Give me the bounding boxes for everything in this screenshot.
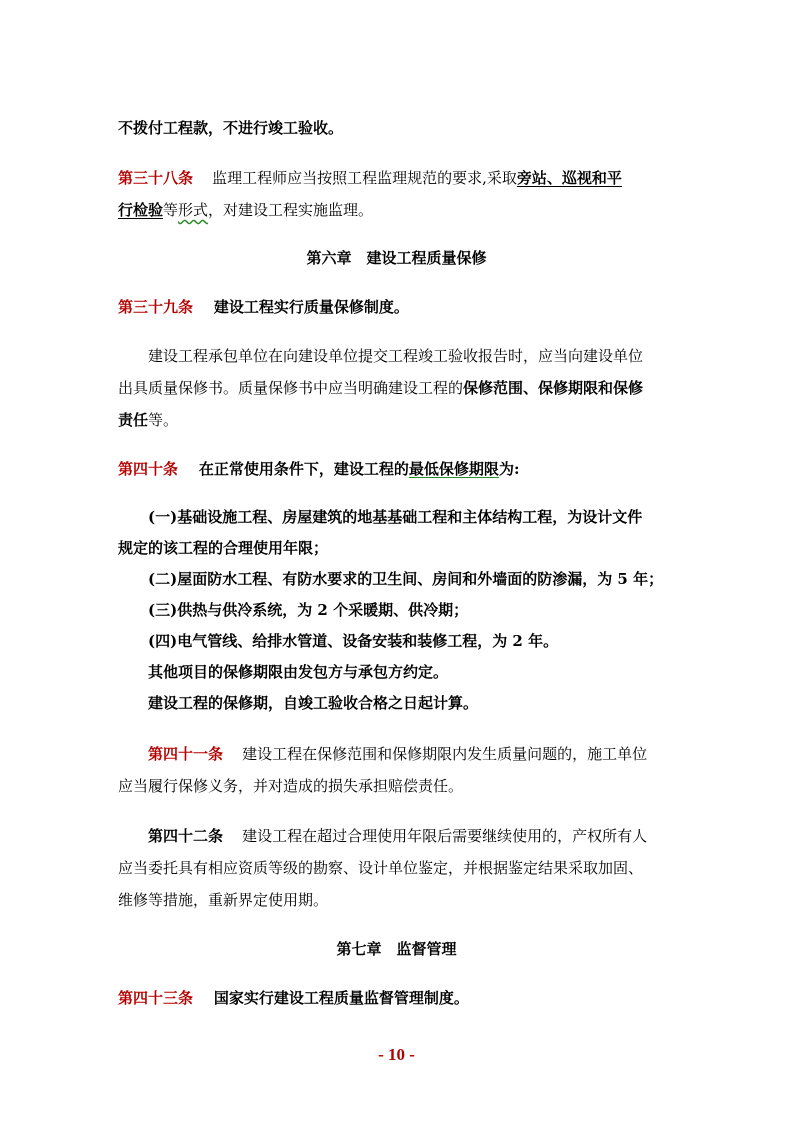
article-39 xyxy=(118,297,683,317)
text-span: 为: xyxy=(498,460,520,478)
text-span: 建设工程实行质量保修制度。 xyxy=(213,298,409,316)
text-line: 应当履行保修义务，并对造成的损失承担赔偿责任。 xyxy=(118,777,464,795)
text-span: 国家实行建设工程质量监督管理制度。 xyxy=(213,989,469,1007)
emphasis-span: 保修范围、保修期限和保修 xyxy=(463,379,644,397)
text-span: 建设工程在超过合理使用年限后需要继续使用的，产权所有人 xyxy=(242,827,648,845)
list-item: (一)基础设施工程、房屋建筑的地基基础工程和主体结构工程，为设计文件 xyxy=(148,508,643,526)
list-item: (二)屋面防水工程、有防水要求的卫生间、房间和外墙面的防渗漏，为 5 年； xyxy=(148,570,664,588)
article-number: 第四十一条 xyxy=(148,745,224,763)
list-item: 建设工程的保修期，自竣工验收合格之日起计算。 xyxy=(148,694,479,712)
text-span: 等 xyxy=(163,201,179,219)
list-item: (三)供热与供冷系统，为 2 个采暖期、供冷期； xyxy=(148,601,469,619)
article-38-cont xyxy=(118,200,683,220)
article-number: 第三十八条 xyxy=(118,169,194,187)
article-number: 第四十二条 xyxy=(148,827,224,845)
text-span: 等。 xyxy=(148,411,179,429)
text-span: ，对建设工程实施监理。 xyxy=(208,201,374,219)
article-number: 第四十三条 xyxy=(118,989,194,1007)
article-number: 第三十九条 xyxy=(118,298,194,316)
chapter-heading: 第六章 建设工程质量保修 xyxy=(306,249,487,267)
article-40 xyxy=(118,459,683,479)
article-41 xyxy=(148,744,683,764)
text-line: 应当委托具有相应资质等级的勘察、设计单位鉴定，并根据鉴定结果采取加固、 xyxy=(118,859,644,877)
article-38 xyxy=(118,168,683,188)
text-span: 监理工程师应当按照工程监理规范的要求,采取 xyxy=(212,169,517,187)
article-number: 第四十条 xyxy=(118,460,179,478)
list-item: (四)电气管线、给排水管道、设备安装和装修工程，为 2 年。 xyxy=(148,632,559,650)
chapter-heading: 第七章 监督管理 xyxy=(336,940,457,958)
text-line xyxy=(118,378,683,398)
article-43 xyxy=(118,988,683,1008)
text-line: 维修等措施，重新界定使用期。 xyxy=(118,891,329,909)
list-item: 其他项目的保修期限由发包方与承包方约定。 xyxy=(148,663,449,681)
text-span: 在正常使用条件下，建设工程的 xyxy=(198,460,409,478)
list-item-cont: 规定的该工程的合理使用年限； xyxy=(118,539,329,557)
grammar-marked-span: 形式 xyxy=(178,201,209,219)
text-line xyxy=(118,410,683,430)
text-span: 建设工程在保修范围和保修期限内发生质量问题的，施工单位 xyxy=(242,745,648,763)
emphasis-span: 责任 xyxy=(118,411,149,429)
text-line: 不拨付工程款，不进行竣工验收。 xyxy=(118,119,344,137)
article-42 xyxy=(148,826,683,846)
emphasis-span: 行检验 xyxy=(118,201,164,219)
text-line: 建设工程承包单位在向建设单位提交工程竣工验收报告时，应当向建设单位 xyxy=(148,347,644,365)
emphasis-span: 旁站、巡视和平 xyxy=(516,169,622,187)
emphasis-span: 最低保修期限 xyxy=(408,460,499,478)
page-number: - 10 - xyxy=(378,1045,415,1064)
text-span: 出具质量保修书。质量保修书中应当明确建设工程的 xyxy=(118,379,464,397)
